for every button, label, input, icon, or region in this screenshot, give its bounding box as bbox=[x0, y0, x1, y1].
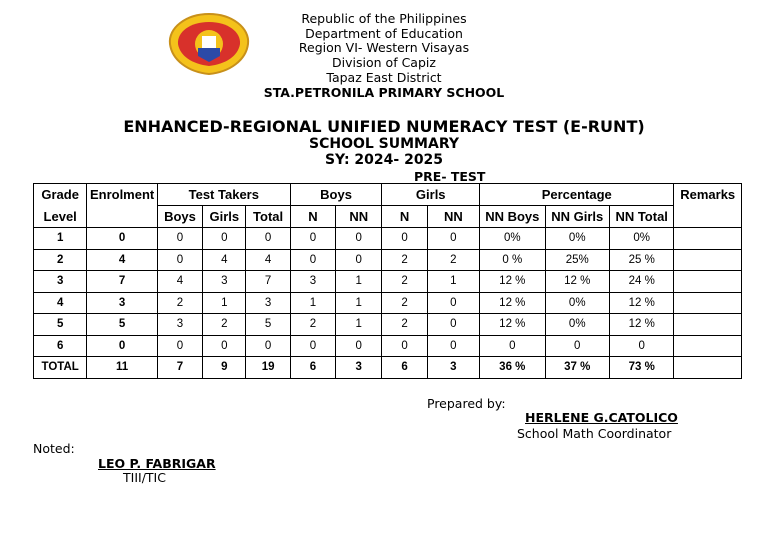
subheader-girls: Girls bbox=[203, 206, 246, 228]
cell: 0 bbox=[480, 335, 545, 357]
header-department: Department of Education bbox=[305, 26, 463, 41]
header-level: Level bbox=[34, 206, 87, 228]
cell-remarks bbox=[674, 228, 742, 250]
cell: 1 bbox=[336, 292, 382, 314]
header-school-name: STA.PETRONILA PRIMARY SCHOOL bbox=[263, 85, 505, 100]
table-row bbox=[34, 228, 742, 250]
table-row bbox=[34, 249, 742, 271]
header-republic: Republic of the Philippines bbox=[301, 11, 467, 26]
cell: 0 bbox=[246, 228, 290, 250]
table-row bbox=[34, 271, 742, 293]
cell: 2 bbox=[382, 271, 427, 293]
cell: 2 bbox=[382, 292, 427, 314]
cell: 12 % bbox=[545, 271, 609, 293]
cell: 2 bbox=[290, 314, 335, 336]
cell: 3 bbox=[246, 292, 290, 314]
header-percentage: Percentage bbox=[480, 184, 674, 206]
cell: 25 % bbox=[609, 249, 673, 271]
cell: 4 bbox=[157, 271, 202, 293]
cell: 24 % bbox=[609, 271, 673, 293]
document-title: ENHANCED-REGIONAL UNIFIED NUMERACY TEST (E-RUNT) bbox=[123, 117, 645, 136]
cell: 9 bbox=[203, 357, 246, 379]
header-boys-group: Boys bbox=[290, 184, 382, 206]
cell: 0 bbox=[290, 249, 335, 271]
cell: 0% bbox=[545, 228, 609, 250]
noted-label: Noted: bbox=[33, 441, 75, 456]
subheader-nn-total: NN Total bbox=[609, 206, 673, 228]
cell: 0 bbox=[157, 249, 202, 271]
cell: 0 bbox=[336, 228, 382, 250]
cell: 1 bbox=[427, 271, 479, 293]
header-region: Region VI- Western Visayas bbox=[298, 40, 470, 55]
prepared-by-role: School Math Coordinator bbox=[517, 426, 672, 441]
cell: 25% bbox=[545, 249, 609, 271]
cell: 12 % bbox=[609, 292, 673, 314]
cell-grade: 5 bbox=[34, 314, 87, 336]
test-type-label: PRE- TEST bbox=[414, 169, 486, 184]
cell: 73 % bbox=[609, 357, 673, 379]
header-remarks: Remarks bbox=[674, 184, 742, 206]
cell: 1 bbox=[290, 292, 335, 314]
cell: 12 % bbox=[480, 271, 545, 293]
cell-grade: 4 bbox=[34, 292, 87, 314]
subheader-boys-nn: NN bbox=[336, 206, 382, 228]
cell: 2 bbox=[382, 314, 427, 336]
table-total-row bbox=[34, 357, 742, 379]
cell: 2 bbox=[157, 292, 202, 314]
cell: 2 bbox=[427, 249, 479, 271]
cell-grade: 2 bbox=[34, 249, 87, 271]
cell: 7 bbox=[246, 271, 290, 293]
cell: 19 bbox=[246, 357, 290, 379]
header-enrolment-blank bbox=[87, 206, 157, 228]
cell: 0 bbox=[336, 249, 382, 271]
cell: 0 bbox=[382, 228, 427, 250]
cell: 12 % bbox=[480, 314, 545, 336]
cell: 0 bbox=[246, 335, 290, 357]
cell-enrolment: 0 bbox=[87, 335, 157, 357]
header-remarks-blank bbox=[674, 206, 742, 228]
cell: 0 bbox=[427, 314, 479, 336]
cell-enrolment: 7 bbox=[87, 271, 157, 293]
cell-remarks bbox=[674, 335, 742, 357]
subheader-girls-nn: NN bbox=[427, 206, 479, 228]
cell-enrolment: 3 bbox=[87, 292, 157, 314]
cell: 0% bbox=[545, 292, 609, 314]
cell: 0 bbox=[545, 335, 609, 357]
header-district: Tapaz East District bbox=[326, 70, 442, 85]
cell: 1 bbox=[336, 271, 382, 293]
cell: 7 bbox=[157, 357, 202, 379]
cell: 12 % bbox=[609, 314, 673, 336]
cell-enrolment: 4 bbox=[87, 249, 157, 271]
cell: 11 bbox=[87, 357, 157, 379]
cell: 0 bbox=[157, 228, 202, 250]
cell: 0% bbox=[545, 314, 609, 336]
cell: 0 bbox=[427, 335, 479, 357]
cell: 36 % bbox=[480, 357, 545, 379]
cell: 4 bbox=[203, 249, 246, 271]
noted-by-name: LEO P. FABRIGAR bbox=[98, 456, 216, 471]
cell: 3 bbox=[336, 357, 382, 379]
cell: 0 bbox=[427, 228, 479, 250]
cell: 0 bbox=[609, 335, 673, 357]
cell-remarks bbox=[674, 271, 742, 293]
cell: 3 bbox=[203, 271, 246, 293]
school-year: SY: 2024- 2025 bbox=[324, 152, 444, 168]
table-row bbox=[34, 314, 742, 336]
document-subtitle: SCHOOL SUMMARY bbox=[309, 136, 459, 152]
cell: 0 bbox=[290, 228, 335, 250]
cell: 37 % bbox=[545, 357, 609, 379]
cell: 0 % bbox=[480, 249, 545, 271]
prepared-by-label: Prepared by: bbox=[427, 396, 506, 411]
cell-grade: 6 bbox=[34, 335, 87, 357]
cell: 3 bbox=[290, 271, 335, 293]
cell-remarks bbox=[674, 249, 742, 271]
cell: 0 bbox=[203, 228, 246, 250]
cell-total-label: TOTAL bbox=[34, 357, 87, 379]
cell: 0% bbox=[480, 228, 545, 250]
cell: 5 bbox=[246, 314, 290, 336]
header-division: Division of Capiz bbox=[332, 55, 436, 70]
subheader-total: Total bbox=[246, 206, 290, 228]
prepared-by-name: HERLENE G.CATOLICO bbox=[525, 410, 678, 425]
cell: 0 bbox=[157, 335, 202, 357]
cell-enrolment: 5 bbox=[87, 314, 157, 336]
cell-remarks bbox=[674, 357, 742, 379]
cell-remarks bbox=[674, 314, 742, 336]
cell: 1 bbox=[203, 292, 246, 314]
header-enrolment: Enrolment bbox=[87, 184, 157, 206]
cell: 0 bbox=[427, 292, 479, 314]
cell: 0% bbox=[609, 228, 673, 250]
cell: 1 bbox=[336, 314, 382, 336]
cell: 2 bbox=[203, 314, 246, 336]
cell: 0 bbox=[290, 335, 335, 357]
subheader-boys-n: N bbox=[290, 206, 335, 228]
cell: 0 bbox=[336, 335, 382, 357]
cell: 6 bbox=[382, 357, 427, 379]
cell-grade: 3 bbox=[34, 271, 87, 293]
table-row bbox=[34, 335, 742, 357]
summary-table bbox=[33, 183, 742, 379]
cell: 3 bbox=[427, 357, 479, 379]
header-girls-group: Girls bbox=[382, 184, 480, 206]
subheader-nn-girls: NN Girls bbox=[545, 206, 609, 228]
cell: 3 bbox=[157, 314, 202, 336]
cell: 12 % bbox=[480, 292, 545, 314]
subheader-boys: Boys bbox=[157, 206, 202, 228]
noted-by-role: TIII/TIC bbox=[123, 470, 166, 485]
cell: 4 bbox=[246, 249, 290, 271]
cell-grade: 1 bbox=[34, 228, 87, 250]
header-test-takers: Test Takers bbox=[157, 184, 290, 206]
cell-enrolment: 0 bbox=[87, 228, 157, 250]
subheader-girls-n: N bbox=[382, 206, 427, 228]
cell: 0 bbox=[382, 335, 427, 357]
subheader-nn-boys: NN Boys bbox=[480, 206, 545, 228]
header-grade: Grade bbox=[34, 184, 87, 206]
cell: 6 bbox=[290, 357, 335, 379]
cell: 2 bbox=[382, 249, 427, 271]
cell: 0 bbox=[203, 335, 246, 357]
table-row bbox=[34, 292, 742, 314]
cell-remarks bbox=[674, 292, 742, 314]
